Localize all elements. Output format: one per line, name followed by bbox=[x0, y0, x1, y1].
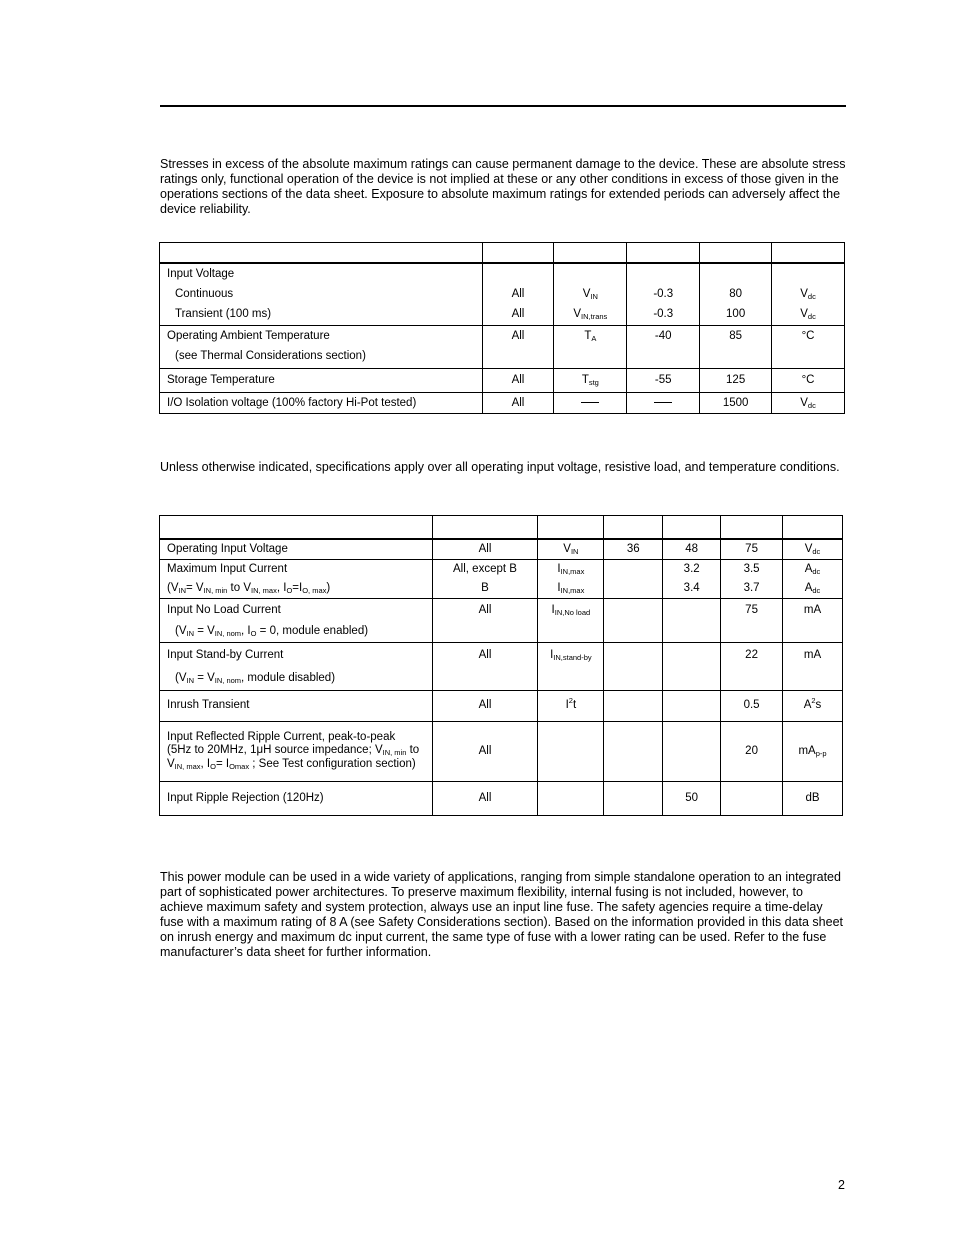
min-cell: -0.3 bbox=[653, 308, 674, 320]
table-row bbox=[160, 325, 845, 368]
param-condition: ($V_{IN}= V_{IN, min}$ to $V_{IN, max}$, $I_O=I_{O, max}$) bbox=[167, 581, 331, 595]
unit-cell: $V_{dc}$ bbox=[800, 308, 816, 321]
min-cell: -55 bbox=[654, 374, 672, 386]
param-condition: (5Hz to 20MHz, 1μH source impedance; $V_{IN, min}$ to $V_{IN, max}$, $I_O= I_{Omax}$ ; See Test configuration section) bbox=[167, 744, 420, 771]
param-label: Operating Ambient Temperature bbox=[167, 329, 330, 342]
param-condition: ($V_{IN} = V_{IN, nom}$, $I_O = 0$, module enabled) bbox=[175, 624, 369, 638]
table-row bbox=[160, 392, 845, 413]
device-cell: All bbox=[478, 603, 492, 616]
table-row bbox=[160, 690, 843, 721]
unit-cell: mA bbox=[803, 648, 822, 661]
unit-cell: $A_{dc}$ bbox=[804, 562, 821, 576]
unit-cell: $V_{dc}$ bbox=[800, 396, 816, 410]
input-spec-table bbox=[159, 515, 843, 816]
min-cell: -40 bbox=[654, 329, 672, 342]
max-cell: 75 bbox=[745, 542, 758, 555]
max-cell: 0.5 bbox=[743, 699, 760, 711]
table-header-row bbox=[160, 243, 845, 264]
symbol-cell: $I_{IN,stand-by}$ bbox=[550, 648, 592, 662]
max-cell: 100 bbox=[726, 308, 746, 320]
page-number: 2 bbox=[838, 1178, 845, 1192]
table-row bbox=[160, 539, 843, 560]
max-cell: 80 bbox=[729, 288, 743, 300]
symbol-cell: $T_A$ bbox=[584, 329, 597, 343]
unit-cell: °C bbox=[801, 329, 815, 342]
typ-cell: 3.2 bbox=[683, 562, 700, 575]
min-cell: 36 bbox=[626, 542, 640, 555]
unit-cell: $A^2s$ bbox=[803, 696, 822, 711]
table-row bbox=[160, 642, 843, 690]
device-cell: All bbox=[511, 288, 525, 300]
param-label: Operating Input Voltage bbox=[167, 542, 288, 555]
input-spec-intro: Unless otherwise indicated, specifications apply over all operating input voltage, resistive load, and temperature conditions. bbox=[160, 460, 840, 474]
device-cell: All bbox=[478, 699, 492, 711]
max-cell: 1500 bbox=[722, 396, 749, 409]
table-header-row bbox=[160, 516, 843, 539]
param-label: I/O Isolation voltage (100% factory Hi-Pot tested) bbox=[167, 396, 417, 409]
abs-max-intro: Stresses in excess of the absolute maximum ratings can cause permanent damage to the device. These are absolute stress ratings only, functional operation of the device is not implied at these or any other conditions in excess of those given in the operations sections of the data sheet. Exposure to absolute maximum ratings for extended periods can adversely affect the device reliability. bbox=[160, 157, 846, 216]
param-label: Storage Temperature bbox=[167, 374, 275, 386]
typ-cell: 3.4 bbox=[683, 581, 700, 594]
symbol-cell: $I_{IN,max}$ bbox=[557, 562, 585, 576]
param-label: Maximum Input Current bbox=[167, 562, 288, 575]
param-condition: ($V_{IN} = V_{IN, nom}$, module disabled) bbox=[175, 671, 336, 685]
min-cell: -0.3 bbox=[653, 288, 674, 300]
unit-cell: $A_{dc}$ bbox=[804, 581, 821, 595]
dash-mark bbox=[581, 402, 599, 403]
param-label: Input Voltage bbox=[167, 268, 235, 280]
device-cell: B bbox=[481, 581, 489, 594]
unit-cell: $V_{dc}$ bbox=[800, 288, 816, 301]
param-sublabel: Transient (100 ms) bbox=[175, 308, 272, 320]
param-label: Inrush Transient bbox=[167, 699, 250, 711]
table-row bbox=[160, 368, 845, 392]
dash-mark bbox=[654, 402, 672, 403]
table-row bbox=[160, 781, 843, 815]
param-label: Input Ripple Rejection (120Hz) bbox=[167, 791, 324, 804]
table-row bbox=[160, 263, 845, 325]
max-cell: 125 bbox=[726, 374, 746, 386]
device-cell: All bbox=[511, 374, 525, 386]
max-cell: 22 bbox=[745, 648, 758, 661]
device-cell: All bbox=[511, 396, 525, 409]
device-cell: All bbox=[478, 791, 492, 804]
symbol-cell: $T_{stg}$ bbox=[581, 374, 599, 387]
device-cell: All, except B bbox=[453, 562, 517, 575]
device-cell: All bbox=[478, 648, 492, 661]
symbol-cell: $V_{IN}$ bbox=[563, 542, 579, 556]
device-cell: All bbox=[478, 744, 492, 757]
unit-cell: $V_{dc}$ bbox=[804, 542, 821, 556]
max-cell: 85 bbox=[729, 329, 743, 342]
table-row bbox=[160, 598, 843, 642]
unit-cell: mA bbox=[803, 603, 822, 616]
abs-max-table bbox=[159, 242, 845, 414]
param-label: Input No Load Current bbox=[167, 603, 281, 616]
device-cell: All bbox=[511, 308, 525, 320]
unit-cell: dB bbox=[805, 791, 820, 804]
max-cell: 3.5 bbox=[743, 562, 760, 575]
typ-cell: 50 bbox=[685, 791, 699, 804]
header-rule bbox=[160, 105, 846, 107]
max-cell: 20 bbox=[745, 744, 758, 757]
symbol-cell: $I_{IN,No load}$ bbox=[551, 603, 591, 617]
max-cell: 75 bbox=[745, 603, 758, 616]
param-label: Input Stand-by Current bbox=[167, 648, 284, 661]
param-sublabel: Continuous bbox=[175, 288, 234, 300]
fuse-paragraph: This power module can be used in a wide variety of applications, ranging from simple standalone operation to an integrated part of sophisticated power architectures. To preserve maximum flexibility, internal fusing is not included, however, to achieve maximum safety and system protection, always use an input line fuse. The safety agencies require a time-delay fuse with a maximum rating of 8 A (see Safety Considerations section). Based on the information provided in this data sheet on inrush energy and maximum dc input current, the same type of fuse with a lower rating can be used. Refer to the fuse manufacturer’s data sheet for further information. bbox=[160, 870, 844, 959]
symbol-cell: $V_{IN,trans}$ bbox=[573, 308, 608, 321]
symbol-cell: $I^2t$ bbox=[565, 696, 577, 711]
table-row bbox=[160, 721, 843, 781]
param-label: Input Reflected Ripple Current, peak-to-peak bbox=[167, 730, 396, 743]
unit-cell: $mA_{p-p}$ bbox=[798, 744, 827, 758]
symbol-cell: $V_{IN}$ bbox=[582, 288, 598, 301]
max-cell: 3.7 bbox=[743, 581, 760, 594]
device-cell: All bbox=[478, 542, 492, 555]
table-row bbox=[160, 559, 843, 598]
param-sublabel: (see Thermal Considerations section) bbox=[175, 349, 366, 362]
unit-cell: °C bbox=[801, 374, 815, 386]
typ-cell: 48 bbox=[685, 542, 699, 555]
symbol-cell: $I_{IN,max}$ bbox=[557, 581, 585, 595]
device-cell: All bbox=[511, 329, 525, 342]
